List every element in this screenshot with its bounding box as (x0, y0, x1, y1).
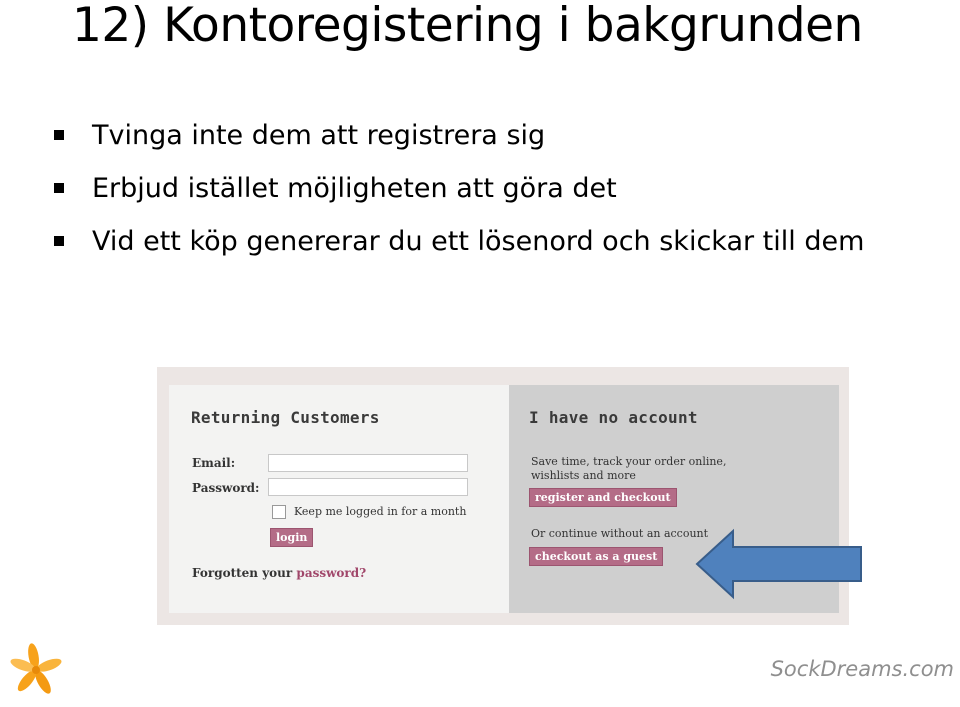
keep-logged-in-checkbox[interactable] (272, 505, 286, 519)
register-and-checkout-button[interactable]: register and checkout (529, 488, 677, 507)
returning-customers-panel (169, 385, 509, 613)
bullet-list (52, 118, 864, 277)
bullet-item (52, 118, 864, 171)
square-bullet-icon (54, 130, 64, 140)
password-field[interactable] (268, 478, 468, 496)
no-account-heading: I have no account (529, 408, 698, 427)
bullet-text: Tvinga inte dem att registrera sig (92, 120, 546, 151)
bullet-text: Erbjud istället möjligheten att göra det (92, 173, 617, 204)
forgotten-password-text (192, 566, 366, 580)
keep-logged-in-label: Keep me logged in for a month (294, 505, 467, 518)
login-button[interactable]: login (270, 528, 313, 547)
checkout-as-guest-button[interactable]: checkout as a guest (529, 547, 663, 566)
footer-brand: SockDreams.com (770, 657, 954, 681)
left-arrow-icon (695, 528, 865, 600)
forgotten-password-link[interactable]: password? (296, 566, 367, 580)
benefits-text-line2: wishlists and more (531, 469, 636, 482)
bullet-item (52, 224, 864, 277)
email-field[interactable] (268, 454, 468, 472)
password-label: Password: (192, 481, 260, 495)
bullet-text: Vid ett köp genererar du ett lösenord och skickar till dem (92, 226, 865, 257)
continue-without-account-text: Or continue without an account (531, 527, 709, 540)
email-label: Email: (192, 456, 236, 470)
square-bullet-icon (54, 236, 64, 246)
bullet-item (52, 171, 864, 224)
flower-logo-icon (6, 640, 66, 700)
benefits-text-line1: Save time, track your order online, (531, 455, 727, 468)
square-bullet-icon (54, 183, 64, 193)
slide-title: 12) Kontoregistering i bakgrunden (72, 0, 863, 53)
returning-customers-heading: Returning Customers (191, 408, 380, 427)
forgotten-prefix: Forgotten your (192, 566, 293, 580)
